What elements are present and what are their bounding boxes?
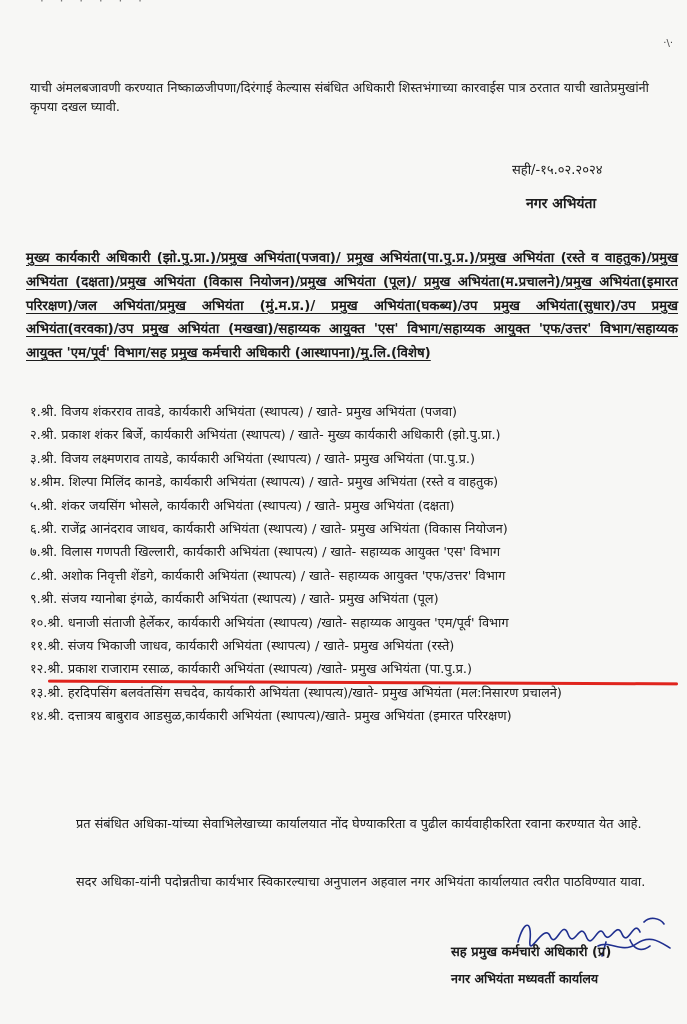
footer-office: नगर अभियंता मध्यवर्ती कार्यालय (451, 971, 599, 986)
list-item: ४.श्रीम. शिल्पा मिलिंद कानडे, कार्यकारी अभियंता (स्थापत्य) / खाते- प्रमुख अभियंता (रस्ते व वाहतुक) (30, 475, 499, 491)
list-item: ९.श्री. संजय ग्यानोबा इंगळे, कार्यकारी अभियंता (स्थापत्य) / खाते- प्रमुख अभियंता (पूल) (30, 592, 439, 608)
header-paragraph: याची अंमलबजावणी करण्यात निष्काळजीपणा/दिरंगाई केल्यास संबंधित अधिकारी शिस्तभंगाच्या कारवाईस पात्र ठरतात याची खातेप्रमुखांनी कृपया दखल घ्यावी. (30, 80, 649, 114)
cropped-top-text: · · · · · · (40, 0, 148, 8)
list-item: २.श्री. प्रकाश शंकर बिर्जे, कार्यकारी अभियंता (स्थापत्य) / खाते- मुख्य कार्यकारी अधिकारी (झो.पु.प्रा.) (30, 428, 501, 444)
list-item: ३.श्री. विजय लक्ष्मणराव तायडे, कार्यकारी अभियंता (स्थापत्य) / खाते- प्रमुख अभियंता (पा.पु.प्र.) (30, 451, 475, 467)
signed-date: सही/-१५.०२.२०२४ (512, 163, 603, 178)
report-paragraph: सदर अधिका-यांनी पदोन्नतीचा कार्यभार स्विकारल्याचा अनुपालन अहवाल नगर अभियंता कार्यालयात त्वरीत पाठविण्यात यावा. (76, 875, 646, 890)
list-item-highlighted: १०.श्री. धनाजी संताजी हेर्लेकर, कार्यकारी अभियंता (स्थापत्य) /खाते- सहाय्यक आयुक्त 'एम/पूर्व' विभाग (30, 615, 509, 631)
list-item: १३.श्री. हरदिपसिंग बलवंतसिंग सचदेव, कार्यकारी अभियंता (स्थापत्य)/खाते- प्रमुख अभियंता (मल:निसारण प्रचालने) (30, 685, 562, 701)
copy-paragraph: प्रत संबंधित अधिका-यांच्या सेवाभिलेखाच्या कार्यालयात नोंद घेण्याकरिता व पुढील कार्यवाहीकरिता रवाना करण्यात येत आहे. (76, 817, 642, 832)
list-item: ११.श्री. संजय भिकाजी जाधव, कार्यकारी अभियंता (स्थापत्य) / खाते- प्रमुख अभियंता (रस्ते) (30, 638, 455, 654)
list-item: ७.श्री. विलास गणपती खिल्लारी, कार्यकारी अभियंता (स्थापत्य) / खाते- सहाय्यक आयुक्त 'एस' विभाग (30, 545, 501, 561)
corner-mark: ·\· (663, 38, 673, 49)
list-item: ६.श्री. राजेंद्र आनंदराव जाधव, कार्यकारी अभियंता (स्थापत्य) / खाते- प्रमुख अभियंता (विकास नियोजन) (30, 521, 508, 537)
footer-designation: सह प्रमुख कर्मचारी अधिकारी (प्र) (451, 945, 612, 960)
list-item: १.श्री. विजय शंकरराव तावडे, कार्यकारी अभियंता (स्थापत्य) / खाते- प्रमुख अभियंता (पजवा) (30, 405, 457, 420)
recipients-block: मुख्य कार्यकारी अधिकारी (झो.पु.प्रा.)/प्रमुख अभियंता(पजवा)/ प्रमुख अभियंता(पा.पु.प्र.)/प्रमुख अभियंता (रस्ते व वाहतुक)/प्रमुख अभियंता (दक्षता)/प्रमुख अभियंता (विकास नियोजन)/प्रमुख अभियंता (पूल)/ प्रमुख अभियंता(म.प्रचालने)/प्रमुख अभियंता(इमारत परिरक्षण)/जल अभियंता/प्रमुख अभियंता (मुं.म.प्र.)/ प्रमुख अभियंता(घकब्य)/उप प्रमुख अभियंता(सुधार)/उप प्रमुख अभियंता(वरवका)/उप प्रमुख अभियंता (मखखा)/सहाय्यक आयुक्त 'एस' विभाग/सहाय्यक आयुक्त 'एफ/उत्तर' विभाग/सहाय्यक आयुक्त 'एम/पूर्व' विभाग/सह प्रमुख कर्मचारी अधिकारी (आस्थापना)/मु.लि.(विशेष) (26, 251, 678, 362)
list-item: ५.श्री. शंकर जयसिंग भोसले, कार्यकारी अभियंता (स्थापत्य) / खाते- प्रमुख अभियंता (दक्षता) (30, 498, 455, 514)
list-item: ८.श्री. अशोक निवृत्ती शेंडगे, कार्यकारी अभियंता (स्थापत्य) / खाते- सहाय्यक आयुक्त 'एफ/उत्तर' विभाग (30, 568, 506, 584)
list-item: १४.श्री. दत्तात्रय बाबुराव आडसुळ,कार्यकारी अभियंता (स्थापत्य)/खाते- प्रमुख अभियंता (इमारत परिरक्षण) (30, 709, 512, 725)
list-item: १२.श्री. प्रकाश राजाराम रसाळ, कार्यकारी अभियंता (स्थापत्य) /खाते- प्रमुख अभियंता (पा.पु.प्र.) (30, 662, 472, 678)
signatory-title: नगर अभियंता (526, 196, 597, 212)
